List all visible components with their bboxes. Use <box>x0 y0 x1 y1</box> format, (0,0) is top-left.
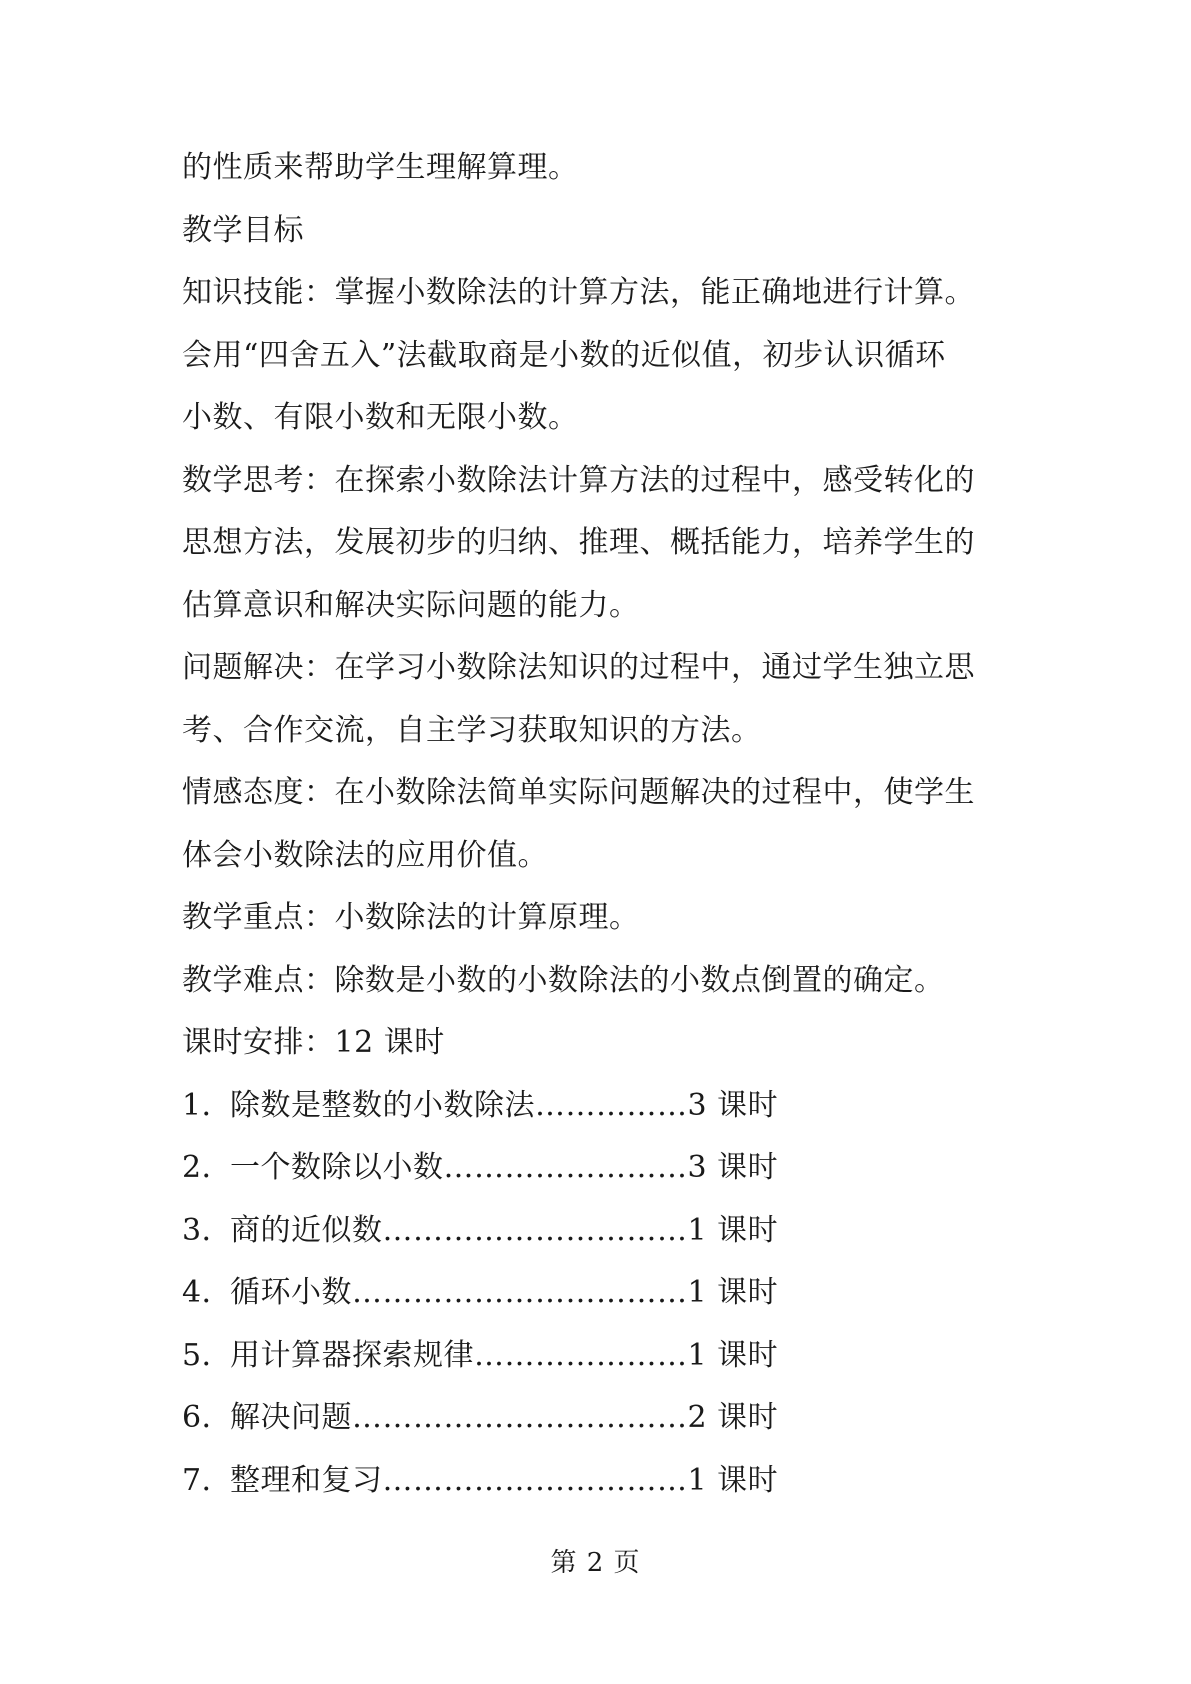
paragraph-line: 的性质来帮助学生理解算理。 <box>182 150 579 185</box>
paragraph-line: 知识技能：掌握小数除法的计算方法，能正确地进行计算。 <box>182 275 975 310</box>
toc-item-number: 5． <box>182 1337 233 1373</box>
paragraph-line: 问题解决：在学习小数除法知识的过程中，通过学生独立思 <box>182 650 975 685</box>
teaching-difficulty-line: 教学难点：除数是小数的小数除法的小数点倒置的确定。 <box>182 962 945 998</box>
teaching-focus-line: 教学重点：小数除法的计算原理。 <box>182 900 640 935</box>
toc-item <box>182 1262 1022 1325</box>
toc-item-number: 3． <box>182 1212 233 1248</box>
toc-item-text: 一个数除以小数……………………3 课时 <box>230 1150 779 1185</box>
toc-item <box>182 1200 1022 1263</box>
document-body <box>182 137 1022 1512</box>
toc-item <box>182 1075 1022 1138</box>
toc-item <box>182 1137 1022 1200</box>
paragraph-line: 体会小数除法的应用价值。 <box>182 837 548 873</box>
paragraph-line: 情感态度：在小数除法简单实际问题解决的过程中，使学生 <box>182 775 975 810</box>
toc-item-number: 7． <box>182 1462 233 1498</box>
toc-item <box>182 1325 1022 1388</box>
toc-item-text: 用计算器探索规律…………………1 课时 <box>230 1337 779 1373</box>
toc-item <box>182 1450 1022 1513</box>
toc-item-text: 循环小数……………………………1 课时 <box>230 1275 779 1310</box>
paragraph-line: 考、合作交流，自主学习获取知识的方法。 <box>182 712 762 748</box>
toc-item-number: 2． <box>182 1150 233 1185</box>
page-number: 第 2 页 <box>550 1548 641 1578</box>
toc-item-text: 解决问题……………………………2 课时 <box>230 1400 779 1435</box>
toc-item <box>182 1387 1022 1450</box>
toc-item-number: 4． <box>182 1275 233 1310</box>
toc-item-text: 商的近似数…………………………1 课时 <box>230 1212 779 1248</box>
lesson-schedule-line: 课时安排：12 课时 <box>182 1025 445 1060</box>
paragraph-line: 会用“四舍五入”法截取商是小数的近似值，初步认识循环 <box>182 337 946 373</box>
paragraph-line: 思想方法，发展初步的归纳、推理、概括能力，培养学生的 <box>182 525 975 560</box>
paragraph-line: 估算意识和解决实际问题的能力。 <box>182 587 640 623</box>
toc-item-number: 1． <box>182 1087 233 1123</box>
toc-item-text: 除数是整数的小数除法……………3 课时 <box>230 1087 779 1123</box>
paragraph-line: 数学思考：在探索小数除法计算方法的过程中，感受转化的 <box>182 462 975 498</box>
section-heading-teaching-goals: 教学目标 <box>182 212 304 248</box>
toc-item-text: 整理和复习…………………………1 课时 <box>230 1462 779 1498</box>
toc-item-number: 6． <box>182 1400 233 1435</box>
paragraph-line: 小数、有限小数和无限小数。 <box>182 400 579 435</box>
